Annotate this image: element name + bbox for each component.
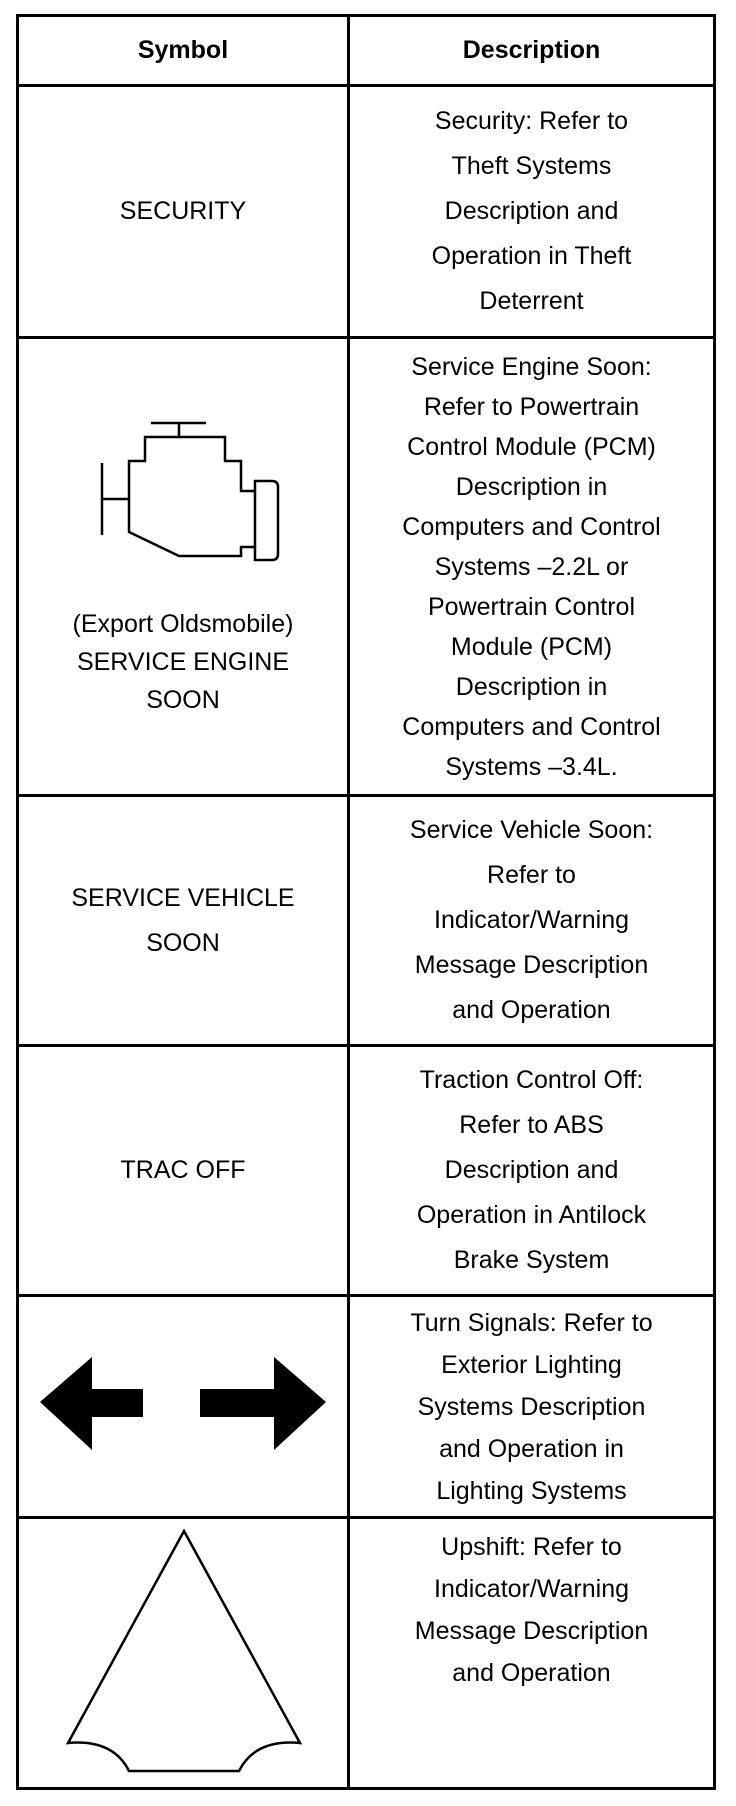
description-line: Security: Refer to <box>434 107 629 135</box>
description-line: Powertrain Control <box>427 592 636 621</box>
description-line: and Operation <box>452 1659 611 1687</box>
description-line: Traction Control Off: <box>419 1066 644 1094</box>
description-line: Systems –3.4L. <box>445 752 618 781</box>
description-line: Refer to ABS <box>459 1111 604 1139</box>
engine-icon <box>94 419 294 569</box>
description-line: Theft Systems <box>451 152 612 180</box>
description-line: Indicator/Warning <box>434 906 629 934</box>
description-line: Upshift: Refer to <box>441 1533 622 1561</box>
description-line: Deterrent <box>479 287 584 315</box>
description-line: and Operation in <box>439 1434 624 1463</box>
table-row-trac-off-description <box>350 1047 713 1294</box>
header-description-label: Description <box>462 36 601 64</box>
description-line: Turn Signals: Refer to <box>410 1308 653 1337</box>
table-row-service-vehicle-description <box>350 797 713 1044</box>
description-line: and Operation <box>452 996 611 1024</box>
description-line: Message Description <box>414 1617 649 1645</box>
symbol-text: SOON <box>146 686 220 714</box>
table-row-turn-signals-description <box>350 1297 713 1516</box>
symbol-text: SOON <box>146 928 220 957</box>
description-line: Systems Description <box>417 1392 646 1421</box>
table-row-upshift-symbol <box>19 1519 347 1787</box>
description-line: Brake System <box>453 1246 610 1274</box>
symbol-text: SECURITY <box>119 197 247 225</box>
description-line: Description and <box>444 197 619 225</box>
header-description <box>350 17 713 84</box>
symbol-description-table <box>16 14 716 1790</box>
table-row-security-description <box>350 87 713 336</box>
description-line: Description in <box>455 472 608 501</box>
description-line: Module (PCM) <box>450 632 613 661</box>
description-line: Indicator/Warning <box>434 1575 629 1603</box>
symbol-text: (Export Oldsmobile) <box>72 610 294 638</box>
table-row-upshift-description <box>350 1526 713 1694</box>
right-arrow-icon <box>200 1357 326 1450</box>
header-symbol-label: Symbol <box>137 36 229 64</box>
turn-signal-arrows-icon <box>38 1355 328 1465</box>
header-symbol <box>19 17 347 84</box>
description-line: Refer to Powertrain <box>423 392 640 421</box>
description-line: Operation in Antilock <box>416 1201 647 1229</box>
table-row-service-vehicle-symbol <box>19 797 347 1044</box>
description-line: Exterior Lighting <box>441 1350 622 1379</box>
left-arrow-icon <box>40 1357 143 1450</box>
description-line: Refer to <box>487 861 576 889</box>
description-line: Control Module (PCM) <box>407 432 656 461</box>
table-border-bottom <box>16 1787 716 1790</box>
table-row-security-symbol <box>19 87 347 336</box>
table-row-trac-off-symbol <box>19 1047 347 1294</box>
description-line: Message Description <box>414 951 649 979</box>
symbol-text: TRAC OFF <box>120 1156 246 1184</box>
description-line: Operation in Theft <box>431 242 632 270</box>
description-line: Computers and Control <box>402 512 661 541</box>
table-row-turn-signals-symbol <box>19 1297 347 1516</box>
description-line: Computers and Control <box>402 712 661 741</box>
description-line: Service Engine Soon: <box>411 352 652 381</box>
upshift-icon <box>49 1529 319 1779</box>
symbol-text: SERVICE ENGINE <box>76 648 290 676</box>
description-line: Description in <box>455 672 608 701</box>
description-line: Systems –2.2L or <box>434 552 629 581</box>
description-line: Lighting Systems <box>436 1476 627 1505</box>
description-line: Service Vehicle Soon: <box>409 816 654 844</box>
table-row-service-engine-symbol <box>19 339 347 794</box>
table-row-service-engine-description <box>350 339 713 794</box>
table-border-right <box>713 14 716 1790</box>
description-line: Description and <box>444 1156 619 1184</box>
symbol-text: SERVICE VEHICLE <box>71 883 295 912</box>
